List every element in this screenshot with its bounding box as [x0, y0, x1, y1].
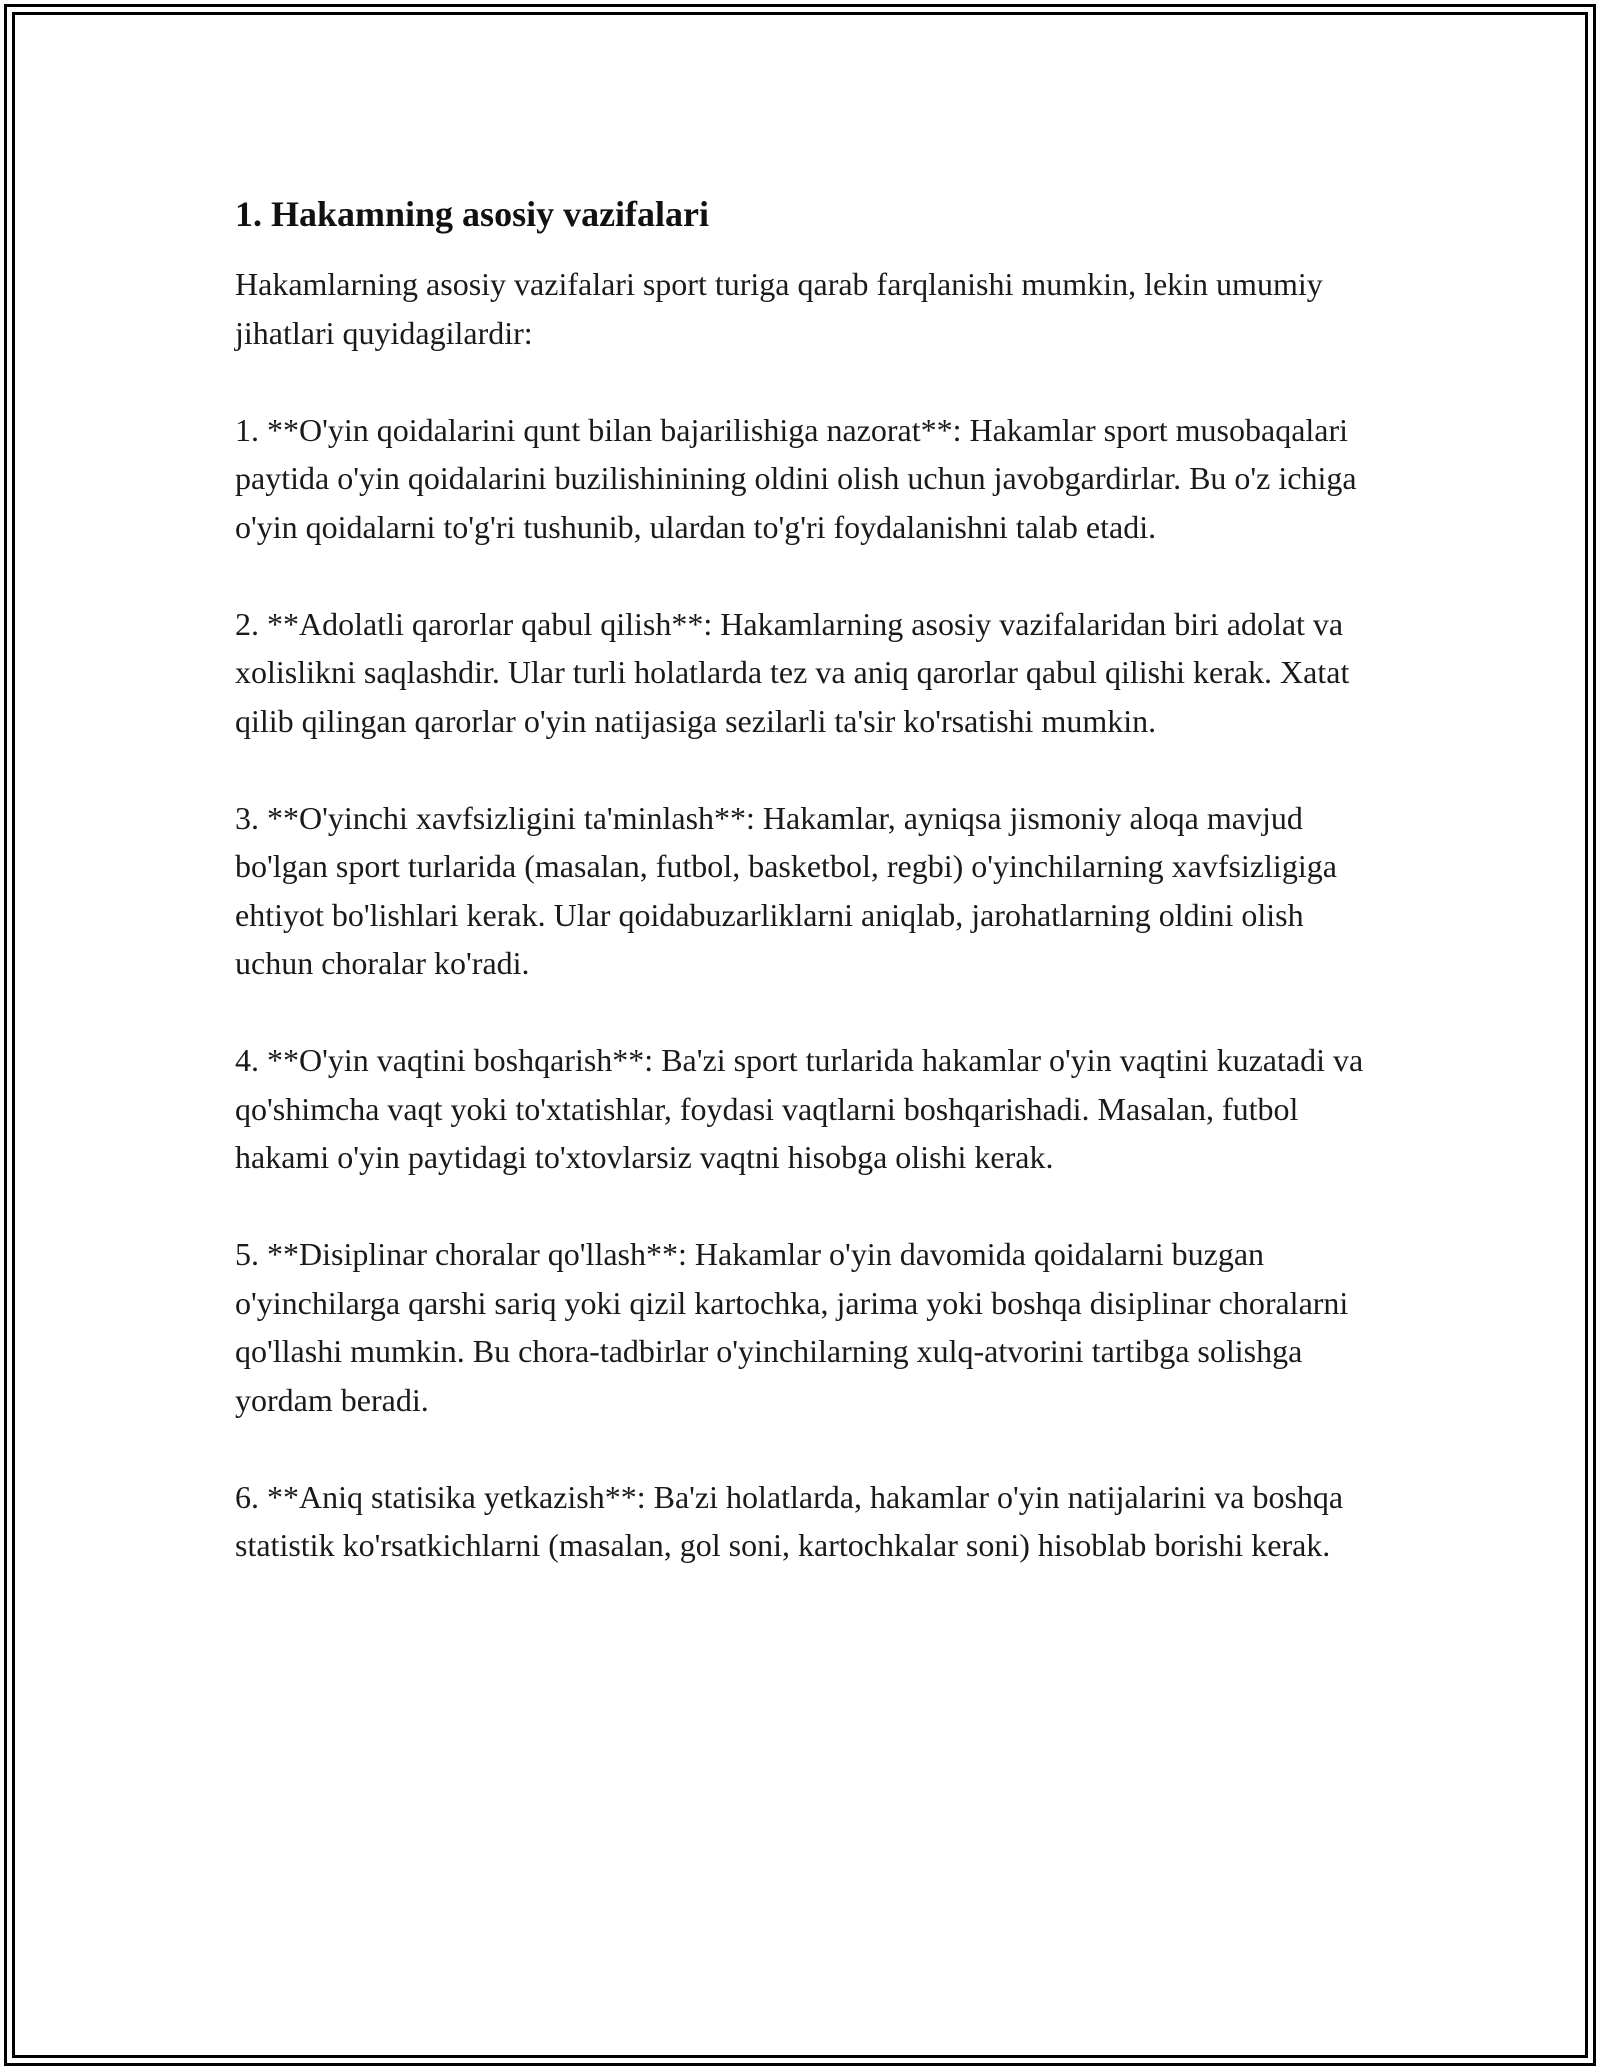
- list-item-1: 1. **O'yin qoidalarini qunt bilan bajarilishiga nazorat**: Hakamlar sport musobaqalari paytida o'yin qoidalarini buzilishinining oldini olish uchun javobgardirlar. Bu o'z ichiga o'yin qoidalarni to'g'ri tushunib, ulardan to'g'ri foydalanishni talab etadi.: [235, 411, 1357, 545]
- list-item-3: 3. **O'yinchi xavfsizligini ta'minlash**: Hakamlar, ayniqsa jismoniy aloqa mavjud bo'lgan sport turlarida (masalan, futbol, basketbol, regbi) o'yinchilarning xavfsizligiga ehtiyot bo'lishlari kerak. Ular qoidabuzarliklarni aniqlab, jarohatlarning oldini olish uchun choralar ko'radi.: [235, 799, 1337, 981]
- section-title: 1. Hakamning asosiy vazifalari: [235, 194, 710, 234]
- document-body: [235, 186, 1375, 1570]
- list-item-4: 4. **O'yin vaqtini boshqarish**: Ba'zi sport turlarida hakamlar o'yin vaqtini kuzatadi va qo'shimcha vaqt yoki to'xtatishlar, foydasi vaqtlarni boshqarishadi. Masalan, futbol hakami o'yin paytidagi to'xtovlarsiz vaqtni hisobga olishi kerak.: [235, 1042, 1364, 1175]
- intro-paragraph: Hakamlarning asosiy vazifalari sport turiga qarab farqlanishi mumkin, lekin umumiy jihatlari quyidagilardir:: [235, 266, 1323, 351]
- list-item-6: 6. **Aniq statisika yetkazish**: Ba'zi holatlarda, hakamlar o'yin natijalarini va boshqa statistik ko'rsatkichlarni (masalan, gol soni, kartochkalar soni) hisoblab borishi kerak.: [235, 1478, 1344, 1563]
- list-item-5: 5. **Disiplinar choralar qo'llash**: Hakamlar o'yin davomida qoidalarni buzgan o'yinchilarga qarshi sariq yoki qizil kartochka, jarima yoki boshqa disiplinar choralarni qo'llashi mumkin. Bu chora-tadbirlar o'yinchilarning xulq-atvorini tartibga solishga yordam beradi.: [235, 1236, 1349, 1418]
- list-item-2: 2. **Adolatli qarorlar qabul qilish**: Hakamlarning asosiy vazifalaridan biri adolat va xolislikni saqlashdir. Ular turli holatlarda tez va aniq qarorlar qabul qilishi kerak. Xatat qilib qilingan qarorlar o'yin natijasiga sezilarli ta'sir ko'rsatishi mumkin.: [235, 605, 1350, 739]
